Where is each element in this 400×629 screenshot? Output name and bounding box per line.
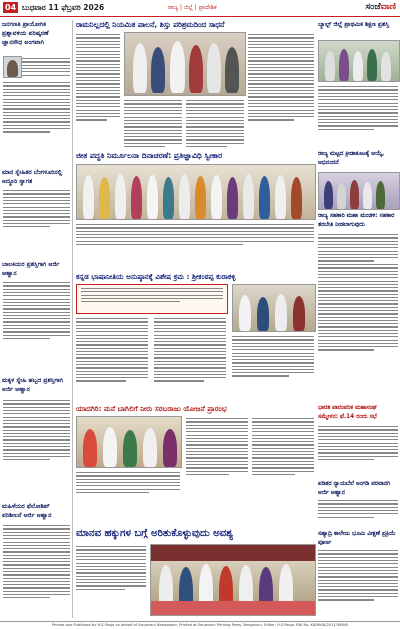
top-story-photo (124, 32, 246, 96)
person-figure (350, 180, 359, 209)
left-body-3 (3, 280, 70, 341)
person-figure (163, 177, 174, 219)
person-figure (151, 47, 165, 93)
highlight-box-text (81, 288, 223, 302)
person-figure (115, 174, 126, 219)
person-figure (353, 51, 363, 81)
bottom-band-photo (150, 544, 316, 616)
right-headline-2: ರಾಜ್ಯ ಮಟ್ಟದ ಕ್ರೀಡಾಕೂಟಕ್ಕೆ ಆಯ್ಕೆ, ಅಭಿನಂದನೆ (318, 151, 385, 166)
person-figure (163, 429, 177, 467)
top-story-body-d (248, 32, 314, 123)
right-mid-body-1 (318, 424, 398, 462)
right-body-3 (318, 232, 398, 264)
person-figure (227, 177, 238, 219)
person-figure (225, 47, 239, 93)
person-figure (381, 52, 391, 81)
person-figure (337, 183, 346, 209)
person-figure (376, 181, 385, 209)
third-band-highlight-box (76, 284, 228, 314)
right-photo-2 (318, 172, 400, 210)
person-figure (123, 430, 137, 467)
person-figure (143, 428, 157, 467)
fourth-band-headline: ಯಾದಗಿರಿ: ಮನೆ ಬಾಗಿಲಿಗೆ ನೀರು ಸರಬರಾಜು ಯೋಜನೆ ಪ್ರಾರಂಭ (76, 404, 227, 413)
brand-prefix: ಸಂಜೆ (365, 2, 381, 12)
left-body-4 (3, 398, 70, 462)
person-figure (367, 49, 377, 81)
issue-date: ಬುಧವಾರ 11 ಫೆಬ್ರವರಿ 2026 (22, 3, 105, 12)
right-photo-1 (318, 40, 400, 82)
top-story-body-b (124, 98, 182, 149)
person-figure (133, 43, 147, 93)
person-figure (179, 174, 190, 219)
fourth-band-body-c (252, 416, 314, 477)
left-body-5 (3, 523, 70, 601)
person-figure (83, 175, 94, 219)
person-figure (239, 295, 251, 331)
person-figure (83, 429, 97, 467)
right-body-1 (318, 84, 398, 132)
right-mid-headline-3: ಸಹ್ಯಾದ್ರಿ ಕಾಲೇಜು ಭೂಮಿ ವೀಕ್ಷಣೆ ಪ್ರಕ್ರಿಯೆ ಪೂರ್ಣ (318, 531, 396, 546)
right-mid-headline-1: ಭಾರತ ಪಾರಂಪರಿಕ ಮಹಾಸಂಘ ಸಮ್ಮೇಳನ: ಫೆ.14 ರಂದು ಸಭೆ (318, 405, 377, 420)
right-mid-body-2 (318, 498, 398, 520)
left-body-1b (3, 80, 70, 135)
banner-backdrop (151, 545, 315, 561)
third-band-body-b (154, 316, 226, 384)
left-headline-3: ಬಾಲಕಿಯರ ಪ್ರಶಸ್ತಿಗಾಗಿ ಅರ್ಜಿ ಆಹ್ವಾನ (2, 261, 60, 277)
right-mid-headline-2: ಪಡಿತರ ನ್ಯಾಯಬೆಲೆ ಅಂಗಡಿ ಪರವಾನಗಿ ಅರ್ಜಿ ಆಹ್ವಾನ (318, 481, 391, 496)
top-story-body-a (76, 32, 120, 123)
left-body-1 (22, 56, 70, 78)
person-figure (7, 60, 18, 77)
person-figure (195, 176, 206, 219)
person-figure (259, 176, 270, 219)
left-headline-4: ಮಕ್ಕಳ ಸ್ನೇಹಿ ಹಬ್ಬದ ಪ್ರಶಸ್ತಿಗಾಗಿ ಅರ್ಜಿ ಆಹ್ವಾನ (2, 377, 64, 393)
person-figure (99, 177, 110, 219)
stage-table (151, 601, 315, 615)
left-photo-1 (3, 56, 22, 78)
left-headline-2: ಮಾನ ಸ್ನೇಹಿತರ ಬೆಂಗಳೂರಿನಲ್ಲಿ ಅದ್ಧೂರಿ ಸ್ವಾಗತ (2, 169, 63, 185)
left-headline-1: ಜನಗಣತಿ ಪ್ರಾಯೋಗಿಕ ಪ್ರಶ್ನಾವಳಿಯ ಪರಿಷ್ಕರಣೆ ಜ್ಞಾನಸೌಧ ಅಂಗವಾಗಿ (2, 21, 49, 46)
brand-logo (365, 1, 396, 14)
right-headline-1: ಬ್ಯಾಲ್ಟ್ ಜಿಲ್ಲೆ ಪ್ರಾಥಮಿಕ ಶಿಕ್ಷಣ ಪ್ರಶಸ್ತಿ (318, 21, 389, 28)
left-body-2 (3, 188, 70, 229)
person-figure (275, 175, 286, 219)
person-figure (189, 45, 203, 93)
person-figure (147, 175, 158, 219)
second-band-photo (76, 164, 316, 220)
person-figure (170, 41, 185, 93)
second-band (76, 150, 314, 162)
right-body-mid-0 (318, 262, 398, 353)
left-headline-5: ಮಹಿಳೆಯರ ಫೆಲೋಶಿಪ್ ಪರಿಶೀಲನೆ ಅರ್ಜಿ ಆಹ್ವಾನ (2, 503, 52, 519)
footer-imprint: Printed and Published by H.S.Pooja on behalf of Sanjevani Newspaper, Printed at Sanjevani Printing Press, Bengaluru. Editor: H.S.Pooja. RNI No. KARKAN/2011/39645 (0, 621, 400, 629)
fourth-band-body-b (186, 416, 248, 477)
second-band-headline: ಜೀತ ಪದ್ಧತಿ ನಿರ್ಮೂಲನಾ ದಿನಾಚರಣೆ: ಪ್ರತಿಜ್ಞಾವಿಧಿ ಸ್ವೀಕಾರ (76, 151, 223, 160)
person-figure (131, 176, 142, 219)
masthead (0, 0, 400, 17)
fourth-band-body-a (76, 470, 180, 495)
page-number: 04 (5, 3, 17, 12)
bottom-band-body-a (76, 544, 146, 592)
top-story-headline: ರಾಮನಿಲ್ಲದಲ್ಲಿ ನಿಯಮಿತ ಪಾಲನೆ, ಶಿಸ್ತು ಪರಿಶ್ರಮದಿಂದ ಸಾಧನೆ (76, 20, 225, 29)
person-figure (293, 296, 305, 331)
section-label: ರಾಜ್ಯ | ಜಿಲ್ಲೆ | ಪ್ರಾದೇಶಿಕ (168, 4, 217, 11)
right-mid-body-3 (318, 548, 398, 603)
bottom-band-headline: ಮಾನವ ಹಕ್ಕುಗಳ ಬಗ್ಗೆ ಅರಿತುಕೊಳ್ಳುವುದು ಅವಶ್ಯ (76, 528, 234, 539)
person-figure (257, 297, 269, 331)
person-figure (275, 294, 287, 331)
fourth-band-photo (76, 416, 182, 468)
right-headline-3: ರಾಜ್ಯ ಸಹಕಾರಿ ಮಹಾ ಮಂಡಳಿ: ಸಹಕಾರ ತರಬೇತಿ ನೀಡಲಾಗುವುದು (318, 213, 395, 228)
person-figure (363, 182, 372, 209)
third-band-body-c (232, 334, 314, 379)
second-band-body (76, 222, 314, 247)
third-band-body-a (76, 316, 148, 384)
person-figure (243, 174, 254, 219)
left-column (2, 20, 73, 618)
person-figure (325, 51, 335, 81)
third-band-headline: ಕನ್ನಡ ಭಾಷಾನೀತಿಯ ಅನುಷ್ಠಾನಕ್ಕೆ ವಿಶೇಷ ಕ್ರಮ : ಶ್ರೀಕಂಠಪ್ಪ ಕುರಾಕಳ್ಳಿ (76, 272, 236, 281)
brand-suffix: ವಾಣಿ (380, 2, 396, 12)
person-figure (324, 181, 333, 209)
person-figure (207, 43, 221, 93)
person-figure (339, 49, 349, 81)
person-figure (291, 177, 302, 219)
person-figure (103, 427, 117, 467)
person-figure (211, 175, 222, 219)
top-story-body-c (186, 98, 244, 149)
third-band-photo (232, 284, 316, 332)
